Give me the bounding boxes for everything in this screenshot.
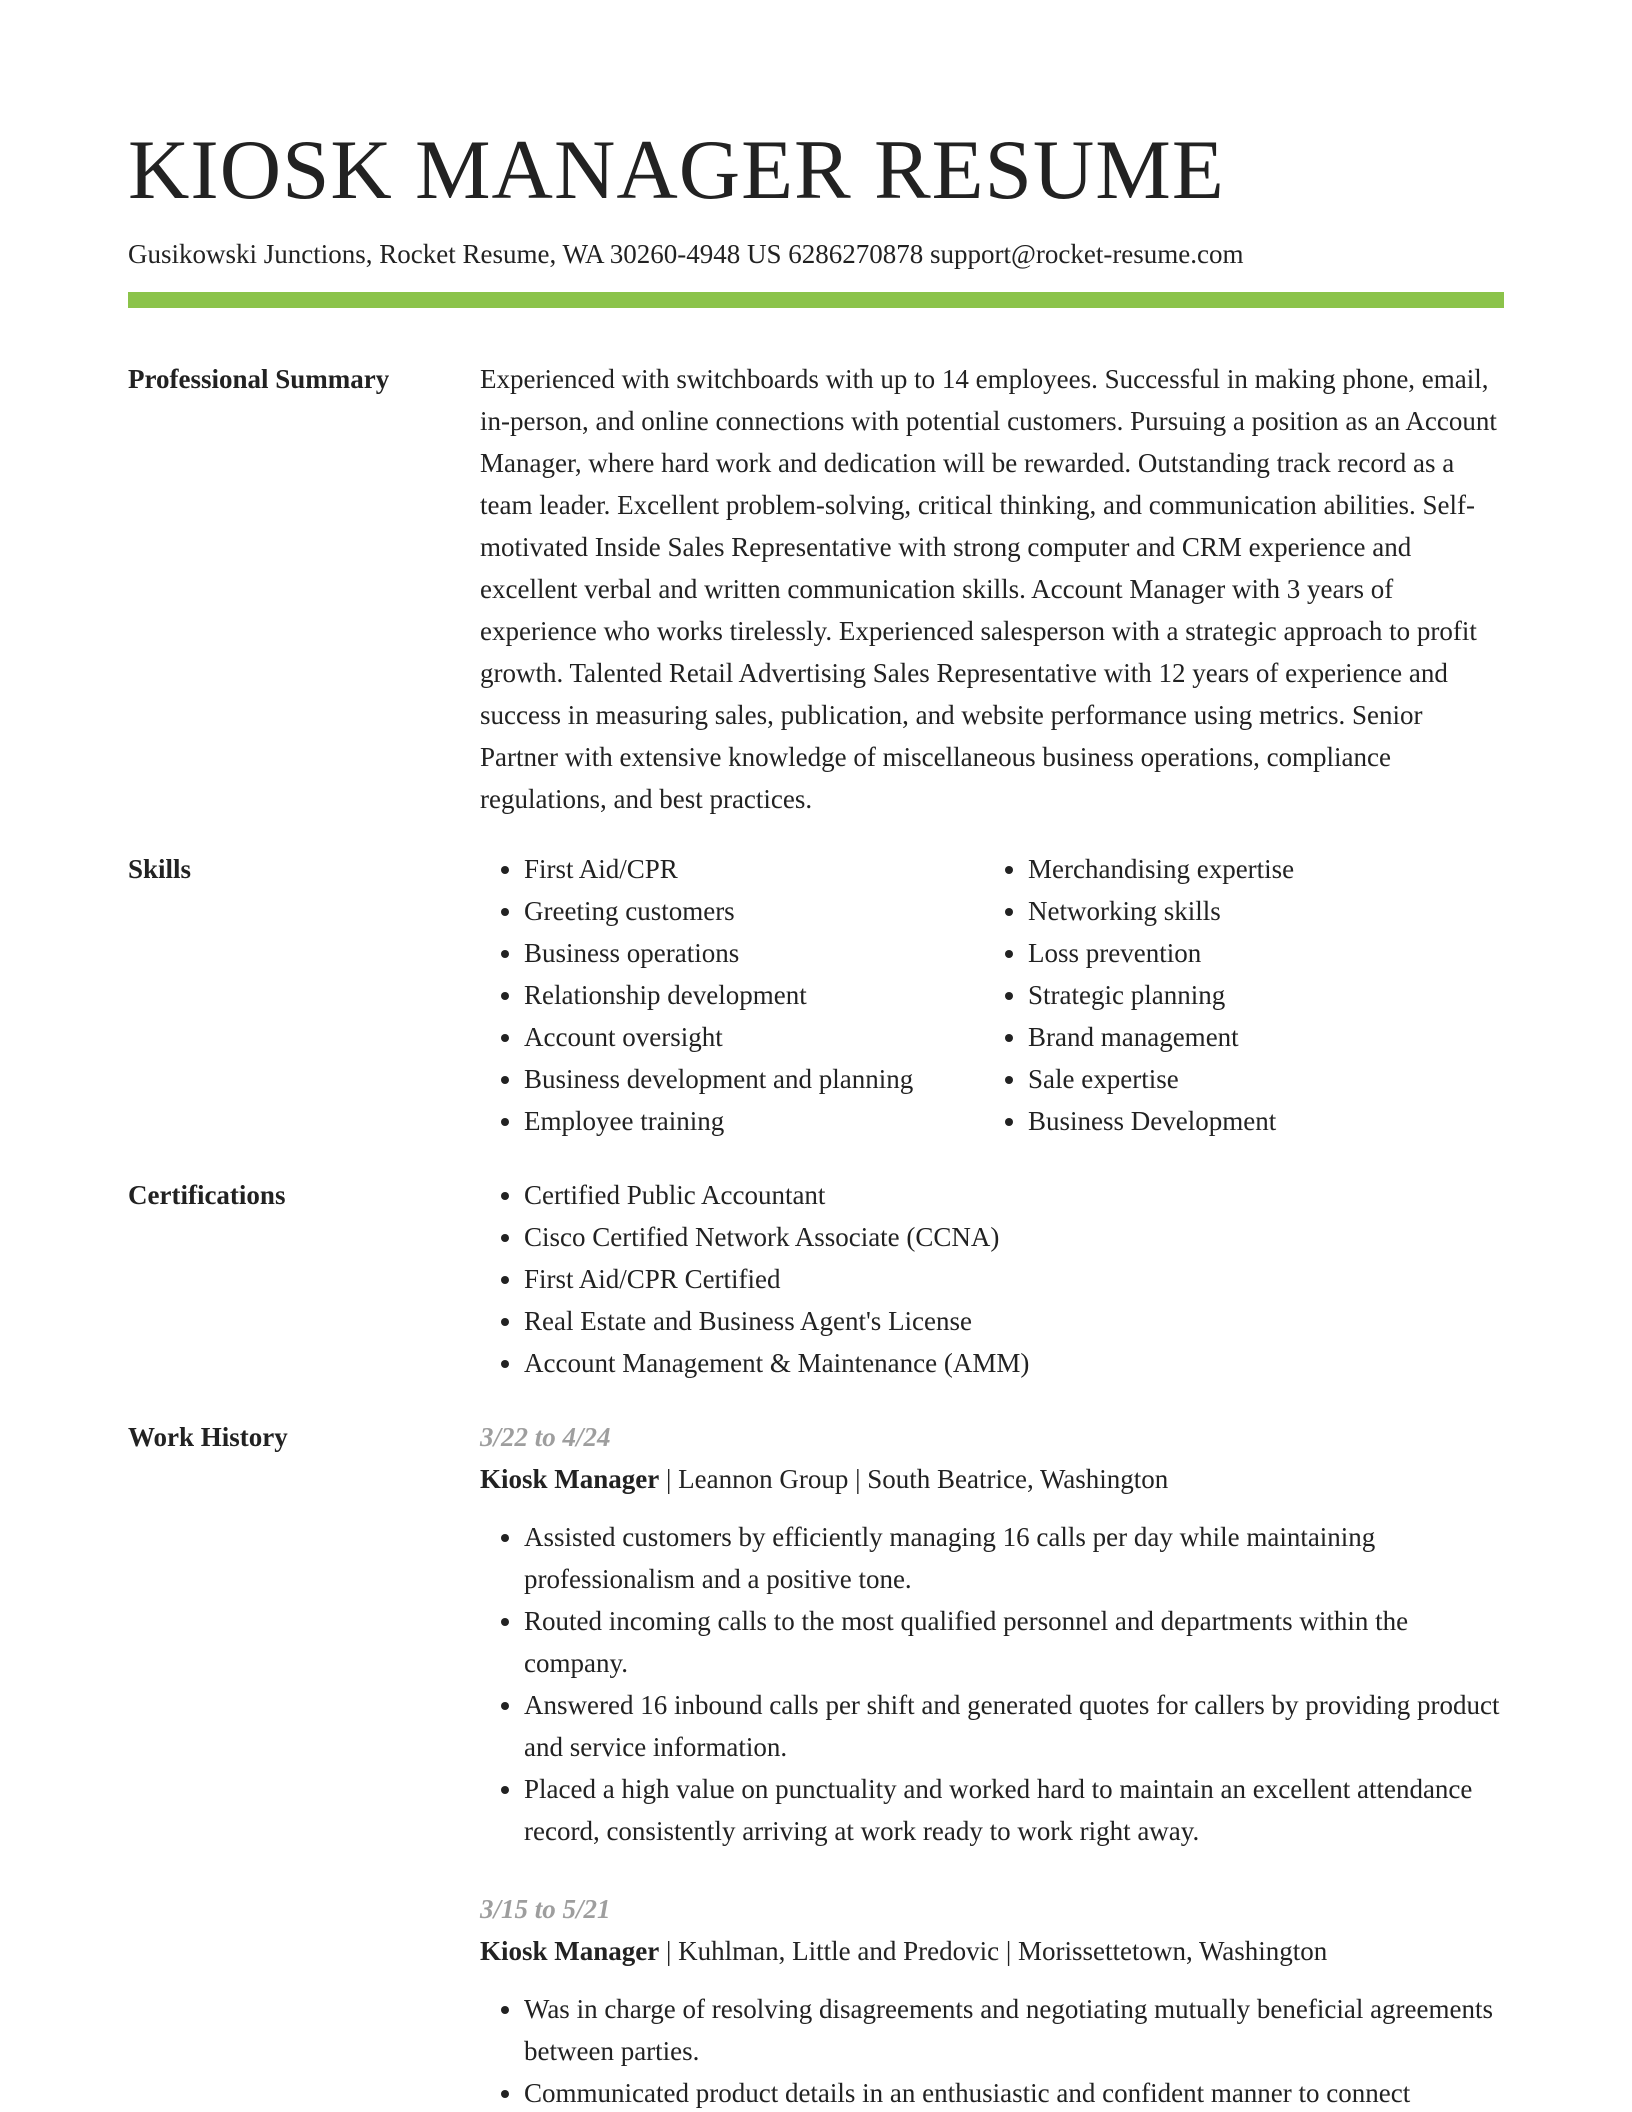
section-label-skills: Skills [128, 854, 192, 884]
summary-section [128, 358, 1504, 820]
certifications-section [128, 1174, 1504, 1384]
job-details: | Kuhlman, Little and Predovic | Morissettetown, Washington [659, 1936, 1328, 1966]
job-bullet: • Answered 16 inbound calls per shift and generated quotes for callers by providing product and service information. [524, 1684, 1504, 1768]
job-bullet: • Communicated product details in an enthusiastic and confident manner to connect [524, 2072, 1504, 2112]
skill-item: • Relationship development [524, 974, 984, 1016]
certification-item: • Account Management & Maintenance (AMM) [524, 1342, 1504, 1384]
skill-item: • Strategic planning [1028, 974, 1504, 1016]
job-heading [480, 1930, 1504, 1972]
certifications-list [480, 1174, 1504, 1384]
certification-item: • Cisco Certified Network Associate (CCNA) [524, 1216, 1504, 1258]
section-label-work-history: Work History [128, 1422, 288, 1452]
section-label-summary: Professional Summary [128, 364, 390, 394]
job-dates: 3/22 to 4/24 [480, 1422, 611, 1452]
job-bullets [480, 1988, 1504, 2112]
job-entry [480, 1888, 1504, 2112]
skill-item: • Brand management [1028, 1016, 1504, 1058]
skill-item: • First Aid/CPR [524, 848, 984, 890]
header-divider [128, 292, 1504, 308]
section-label-certifications: Certifications [128, 1180, 286, 1210]
resume-title: KIOSK MANAGER RESUME [128, 123, 1225, 217]
skill-item: • Employee training [524, 1100, 984, 1142]
job-title: Kiosk Manager [480, 1936, 660, 1966]
skill-item: • Business operations [524, 932, 984, 974]
job-title: Kiosk Manager [480, 1464, 660, 1494]
job-bullets [480, 1516, 1504, 1852]
resume-page [128, 120, 1504, 2112]
job-bullet: • Routed incoming calls to the most qualified personnel and departments within the company. [524, 1600, 1504, 1684]
work-history-section [128, 1416, 1504, 2112]
job-details: | Leannon Group | South Beatrice, Washington [659, 1464, 1169, 1494]
job-entry [480, 1416, 1504, 1852]
certification-item: • First Aid/CPR Certified [524, 1258, 1504, 1300]
summary-text: Experienced with switchboards with up to 14 employees. Successful in making phone, email, in-person, and online connections with potential customers. Pursuing a position as an Account Manager, where hard work and dedication will be rewarded. Outstanding track record as a team leader. Excellent problem-solving, critical thinking, and communication abilities. Self-motivated Inside Sales Representative with strong computer and CRM experience and excellent verbal and written communication skills. Account Manager with 3 years of experience who works tirelessly. Experienced salesperson with a strategic approach to profit growth. Talented Retail Advertising Sales Representative with 12 years of experience and success in measuring sales, publication, and website performance using metrics. Senior Partner with extensive knowledge of miscellaneous business operations, compliance regulations, and best practices. [480, 364, 1497, 814]
skills-list-right [984, 848, 1504, 1142]
certification-item: • Certified Public Accountant [524, 1174, 1504, 1216]
skill-item: • Account oversight [524, 1016, 984, 1058]
contact-line: Gusikowski Junctions, Rocket Resume, WA 30260-4948 US 6286270878 support@rocket-resume.com [128, 239, 1244, 269]
skill-item: • Business development and planning [524, 1058, 984, 1100]
job-bullet: • Was in charge of resolving disagreements and negotiating mutually beneficial agreements between parties. [524, 1988, 1504, 2072]
job-dates: 3/15 to 5/21 [480, 1894, 611, 1924]
skill-item: • Networking skills [1028, 890, 1504, 932]
skill-item: • Merchandising expertise [1028, 848, 1504, 890]
skill-item: • Loss prevention [1028, 932, 1504, 974]
certification-item: • Real Estate and Business Agent's License [524, 1300, 1504, 1342]
skill-item: • Business Development [1028, 1100, 1504, 1142]
skill-item: • Greeting customers [524, 890, 984, 932]
skills-section [128, 848, 1504, 1142]
job-bullet: • Assisted customers by efficiently managing 16 calls per day while maintaining professionalism and a positive tone. [524, 1516, 1504, 1600]
job-heading [480, 1458, 1504, 1500]
skills-list-left [480, 848, 984, 1142]
skill-item: • Sale expertise [1028, 1058, 1504, 1100]
job-bullet: • Placed a high value on punctuality and worked hard to maintain an excellent attendance record, consistently arriving at work ready to work right away. [524, 1768, 1504, 1852]
